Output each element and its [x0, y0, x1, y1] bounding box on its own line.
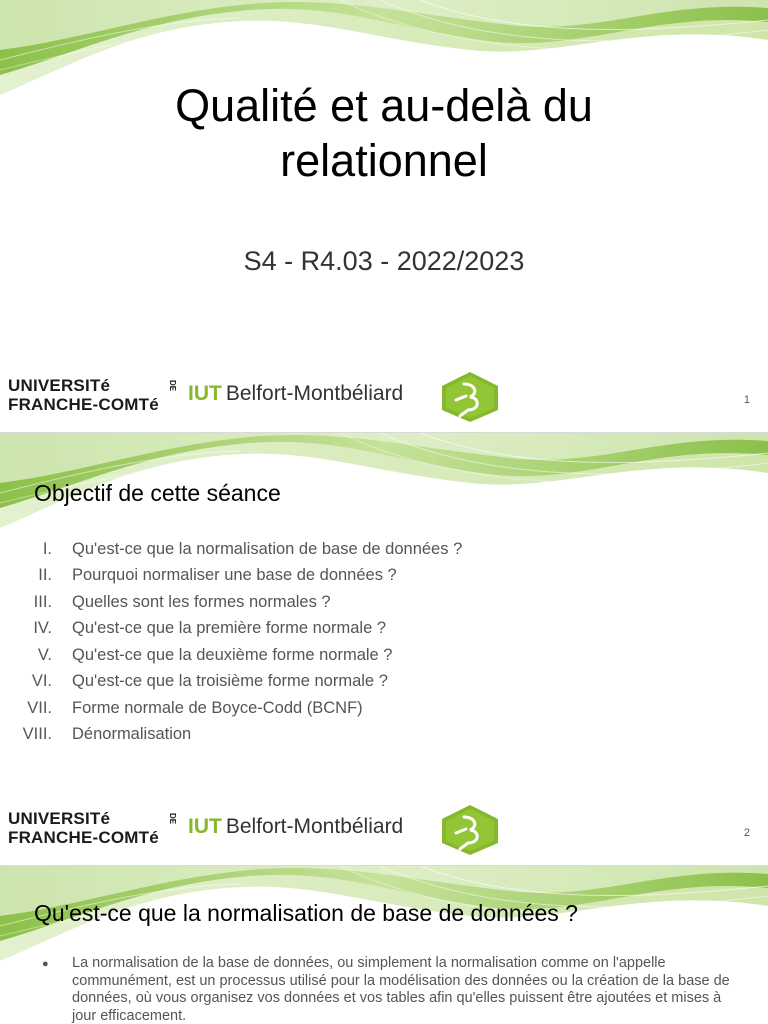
list-item: I. Qu'est-ce que la normalisation de base de données ?: [42, 539, 463, 558]
slide-2: [0, 433, 768, 865]
iut-hexagon-icon: [442, 805, 498, 855]
page-number: 2: [743, 827, 750, 839]
university-logo: UNIVERSITé FRANCHE-COMTé DE: [8, 376, 177, 414]
slide-title: Objectif de cette séance: [34, 480, 281, 506]
list-item: VI. Qu'est-ce que la troisième forme normale ?: [31, 672, 388, 691]
list-item: III. Quelles sont les formes normales ?: [33, 592, 331, 611]
iut-logo: IUT Belfort-Montbéliard: [188, 815, 404, 838]
bullet-text: La normalisation de la base de données, ou simplement la normalisation comme on l'appelle communément, est un processus utilisé pour la modélisation des données ou la création de la base de données, où vous organisez vos données et vos tables afin qu'elles puissent être ajoutées et mises à jour efficacement.: [72, 955, 730, 1024]
slide-subtitle: S4 - R4.03 - 2022/2023: [243, 246, 525, 276]
slide-footer: [0, 793, 768, 865]
bullet-icon: ●: [42, 958, 49, 970]
slide-title: Qu'est-ce que la normalisation de base de données ?: [34, 900, 578, 926]
list-item: VIII. Dénormalisation: [22, 725, 192, 744]
university-logo: UNIVERSITé FRANCHE-COMTé DE: [8, 809, 177, 847]
iut-hexagon-icon: [442, 372, 498, 422]
slide-3: [0, 866, 768, 1024]
slide-footer: [0, 360, 768, 432]
iut-logo: IUT Belfort-Montbéliard: [188, 382, 404, 405]
slide-1: [0, 0, 768, 432]
objectives-list: [0, 536, 768, 748]
list-item: V. Qu'est-ce que la deuxième forme normale ?: [37, 645, 393, 664]
list-item: II. Pourquoi normaliser une base de données ?: [38, 566, 397, 585]
page-number: 1: [743, 394, 750, 406]
list-item: IV. Qu'est-ce que la première forme normale ?: [33, 619, 387, 638]
slide-title: Qualité et au-delà du relationnel: [175, 80, 593, 186]
list-item: VII. Forme normale de Boyce-Codd (BCNF): [27, 698, 363, 717]
list-item: [42, 955, 742, 1024]
